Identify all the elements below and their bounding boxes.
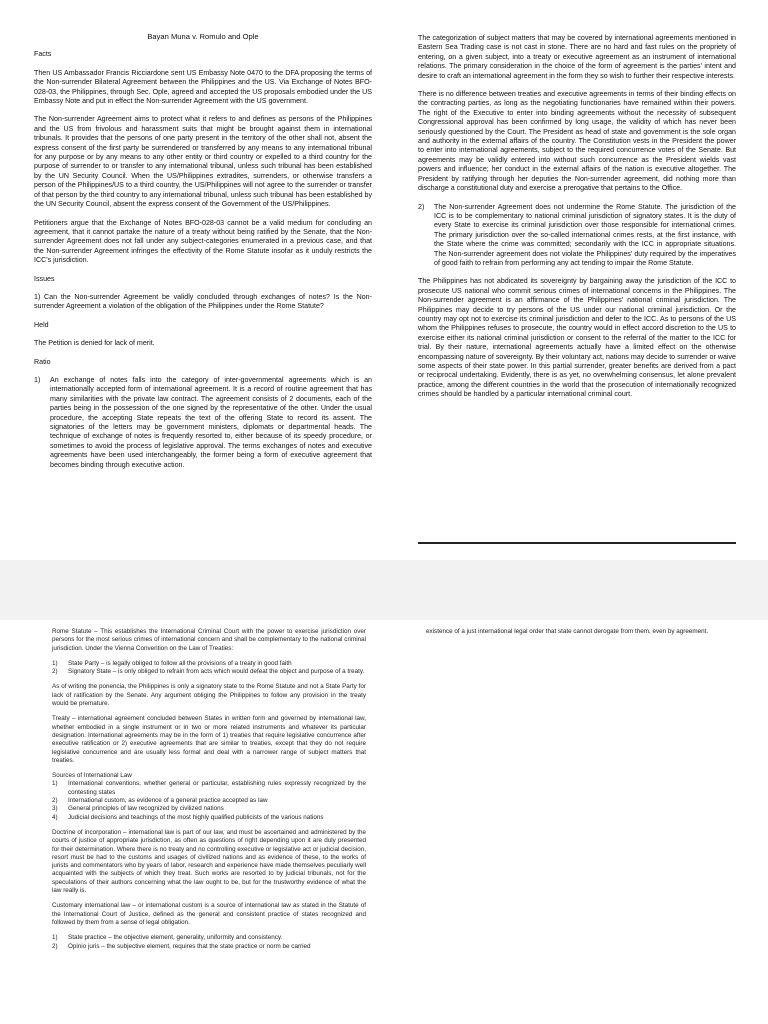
ratio-item-1 (34, 376, 372, 470)
categorization-paragraph: The categorization of subject matters that may be covered by international agreements mentioned in Eastern Sea Trading case is not cast in stone. There are no hard and fast rules on the propriety of entering, on a given subject, into a treaty or executive agreement as an instrument of international relations. The primary consideration in the choice of the form of agreement is the parties' intent and desire to craft an international agreement in the form they so wish to further their respective interests. (418, 34, 736, 80)
ratio-item-number: 2) (418, 202, 425, 211)
ratio-item-text: The Non-surrender Agreement does not undermine the Rome Statute. The jurisdiction of the ICC is to be complementary to national criminal jurisdiction of signatory states. It is the duty of every State to exercise its criminal jurisdiction over those responsible for international crimes. The primary jurisdiction over the so-called international crimes rests, at the first instance, with the State where the crime was committed; secondarily with the ICC in appropriate situations. The Non-surrender agreement does not violate the Philippines' duty required by the imperatives of good faith to refrain from performing any act tending to impair the Rome Statute. (434, 202, 736, 267)
end-rule (418, 542, 736, 544)
list-item (52, 934, 366, 942)
treaty-paragraph: Treaty – international agreement concluded between States in written form and governed by international law, whether embodied in a single instrument or in two or more related instruments and whatever its particular designation. International agreements may be in the form of 1) treaties that require legislative concurrence after executive ratification or 2) executive agreements that are similar to treaties, except that they do not require legislative concurrence and are usually less formal and deal with a narrower range of subject matters that treaties. (52, 715, 366, 764)
list-number: 2) (52, 797, 58, 805)
notes-left-column (52, 628, 366, 958)
continued-paragraph: existence of a just international legal order that state cannot derogate from them, even by agreement. (426, 628, 709, 635)
ratio-item-text: An exchange of notes falls into the category of inter-governmental agreements which is an internationally accepted form of international agreement. It is a record of routine agreement that has many similarities with the private law contract. The agreement consists of 2 documents, each of the parties being in the possession of the one signed by the representative of the other. Under the usual procedure, the accepting State repeats the text of the offering State to record its assent. The signatories of the letters may be government ministers, diplomats or departmental heads. The technique of exchange of notes is frequently resorted to, either because of its speedy procedure, or sometimes to avoid the process of legislative approval. The terms exchanges of notes and executive agreements have been used interchangeably, the former being a form of executive agreement that becomes binding through executive action. (50, 375, 372, 469)
facts-paragraph: Then US Ambassador Francis Ricciardone sent US Embassy Note 0470 to the DFA proposing the terms of the Non-surrender Bilateral Agreement between the Philippines and the US. Via Exchange of Notes BFO-028-03, the Philippines, through Sec. Ople, agreed and accepted the US proposals embodied under the US Embassy Note and put in effect the Non-surrender Agreement with the US government. (34, 68, 372, 106)
customary-paragraph: Customary international law – or international custom is a source of international law as stated in the Statute of the International Court of Justice, defined as the general and consistent practice of states recognized and followed by them from a sense of legal obligation. (52, 902, 366, 926)
ratio-heading: Ratio (34, 357, 51, 366)
list-item (52, 668, 366, 676)
customary-list (52, 934, 366, 951)
list-text: Opinio juris – the subjective element, requires that the state practice or norm be carried (68, 942, 311, 950)
list-number: 3) (52, 805, 58, 813)
list-text: Signatory State – is only obliged to refrain from acts which would defeat the object and purpose of a treaty. (68, 668, 365, 676)
ratio-item-number: 1) (34, 375, 41, 384)
list-number: 1) (52, 659, 58, 667)
facts-heading: Facts (34, 50, 52, 59)
list-text: State practice – the objective element, generality, uniformity and consistency. (68, 934, 283, 942)
list-number: 1) (52, 934, 58, 942)
list-number: 1) (52, 780, 58, 788)
list-item (52, 660, 366, 668)
list-number: 2) (52, 942, 58, 950)
petitioners-paragraph: Petitioners argue that the Exchange of Notes BFO-028-03 cannot be a valid medium for concluding an agreement, that it cannot partake the nature of a treaty without being ratified by the Senate, that the Non-surrender Agreement does not fall under any subject-categories enumerated in a previous case, and that the Non-surrender Agreement infringes the effectivity of the Rome Statute insofar as it unduly restricts the ICC's jurisdiction. (34, 218, 372, 265)
list-text: Judicial decisions and teachings of the most highly qualified publicists of the various nations (68, 813, 324, 821)
list-text: International custom, as evidence of a general practice accepted as law (68, 797, 268, 805)
ratio-item-2 (418, 203, 736, 269)
page-gap (0, 560, 768, 620)
held-paragraph: The Petition is denied for lack of merit. (34, 339, 155, 348)
list-item (52, 805, 366, 813)
list-item (52, 814, 366, 822)
issues-paragraph: 1) Can the Non-surrender Agreement be validly concluded through exchanges of notes? Is the Non-surrender Agreement a violation of the obligation of the Philippines under the Rome Statute? (34, 292, 372, 311)
case-title: Bayan Muna v. Romulo and Ople (147, 32, 259, 41)
doctrine-paragraph: Doctrine of incorporation – international law is part of our law, and must be ascertained and administered by the courts of justice of appropriate jurisdiction, as often as questions of right depending upon it are duly presented for their determination. Where there is no treaty and no controlling executive or legislative act or judicial decision, resort must be had to the customs and usages of civilized nations and as evidence of these, to the works of jurists and commentators who by years of labor, research and experience have made themselves peculiarly well acquainted with the subjects of which they treat. Such works are resorted to by judicial tribunals, not for the speculations of their authors concerning what the law ought to be, but for the trustworthy evidence of what the law really is. (52, 828, 366, 895)
sovereignty-paragraph: The Philippines has not abdicated its sovereignty by bargaining away the jurisdiction of the ICC to prosecute US national who commit serious crimes of international concerns in the Philippines. The Non-surrender agreement is an affirmance of the Philippines' national criminal jurisdiction. The Philippines may decide to try persons of the US under our national criminal jurisdiction. Or the country may opt not to exercise its criminal jurisdiction and defer to the ICC. As to persons of the US whom the Philippines refuses to prosecute, the country would in effect accord discretion to the US to exercise either its national criminal jurisdiction or consent to the referral of the matter to the ICC for trial. By their nature, international agreements actually have a limited effect on the otherwise encompassing nature of sovereignty. By their voluntary act, nations may decide to surrender or waive some aspects of their state power. In this partial surrender, greater benefits are derived from a pact or reciprocal undertaking. Evidently, there is as yet, no overwhelming consensus, let alone prevalent practice, among the different countries in the world that the prosecution of internationally recognized crimes should be handled by a particular international criminal court. (418, 277, 736, 399)
list-number: 2) (52, 668, 58, 676)
list-text: General principles of law recognized by civilized nations (68, 805, 224, 813)
list-item (52, 780, 366, 797)
right-column (418, 34, 736, 409)
ponencia-paragraph: As of writing the ponencia, the Philippines is only a signatory state to the Rome Statute and not a State Party for lack of ratification by the Senate. Any argument obliging the Philippines to follow any provision in the treaty would be premature. (52, 683, 366, 708)
list-number: 4) (52, 813, 58, 821)
list-item (52, 943, 366, 951)
list-text: International conventions, whether general or particular, establishing rules expressly recognized by the contesting states (68, 780, 366, 796)
rome-statute-list (52, 660, 366, 677)
agreement-paragraph: The Non-surrender Agreement aims to protect what it refers to and defines as persons of the Philippines and the US from frivolous and harassment suits that might be brought against them in international tribunals. It provides that the persons of one party present in the territory of the other shall not, absent the express consent of the first party be surrendered or transferred by any means to any international tribunal for any purpose or by any means to any other entity or third country or expelled to a third country for the purpose of surrender to or transfer to any international tribunal, unless such tribunal has been established by the UN Security Council. When the US/Philippines extradites, surrenders, or otherwise transfers a person of the Philippines/US to a third country, the US/Philippines will not agree to the surrender or transfer of that person by the third country to any international tribunal, unless such tribunal has been established by the UN Security Council, absent the express consent of the Government of the US/Philippines. (34, 115, 372, 209)
left-column (34, 32, 372, 479)
rome-statute-paragraph: Rome Statute – This establishes the International Criminal Court with the power to exercise jurisdiction over persons for the most serious crimes of international concern and shall be complementary to the national criminal jurisdiction. Under the Vienna Convention on the Law of Treaties: (52, 628, 366, 652)
sources-list (52, 780, 366, 821)
sources-heading: Sources of International Law (52, 772, 132, 780)
notes-right-column (426, 628, 728, 643)
list-text: State Party – is legally obliged to follow all the provisions of a treaty in good faith (68, 659, 292, 667)
held-heading: Held (34, 320, 49, 329)
list-item (52, 797, 366, 805)
binding-effects-paragraph: There is no difference between treaties and executive agreements in terms of their binding effects on the contracting parties, as long as the negotiating functionaries have remained within their powers. The right of the Executive to enter into binding agreements without the necessity of subsequent Congressional approval has been confirmed by long usage, the validity of which has never been seriously questioned by the Court. The President as head of state and government is the sole organ and authority in the external affairs of the country. The Constitution vests in the President the power to enter into international agreements, subject to the required concurrence votes of the Senate. But agreements may be validly entered into without such concurrence as the President wields vast powers and influence; her conduct in the external affairs of the nation is executive altogether. The President by ratifying through her deputies the Non-surrender agreement, did nothing more than discharge a constitutional duty and exercise a prerogative that pertains to the Office. (418, 90, 736, 193)
issues-heading: Issues (34, 274, 55, 283)
